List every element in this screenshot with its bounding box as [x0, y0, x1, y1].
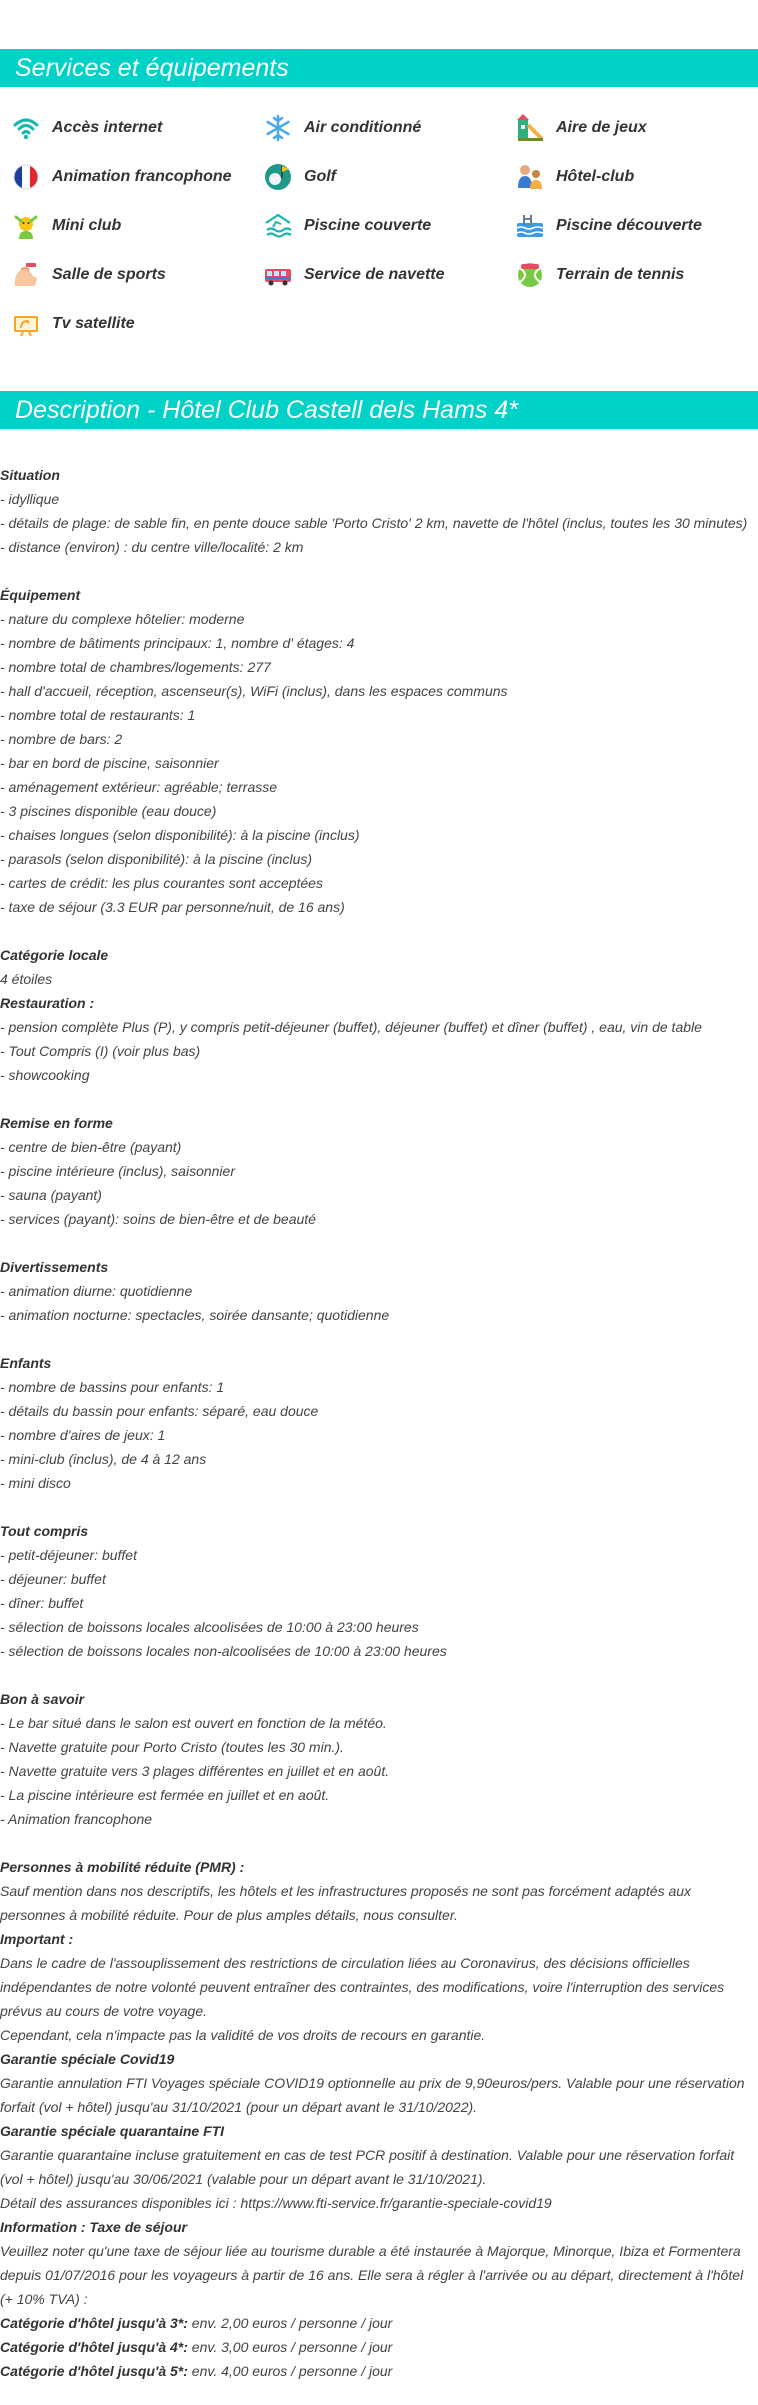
detail-line: - parasols (selon disponibilité): à la piscine (inclus): [0, 851, 313, 867]
detail-line: - mini disco: [0, 1475, 71, 1491]
detail-line: - petit-déjeuner: buffet: [0, 1547, 137, 1563]
amenity-label: Mini club: [52, 216, 122, 234]
amenity-item: [10, 103, 262, 152]
amenity-item: [514, 152, 750, 201]
tax-category-4: [0, 2335, 758, 2359]
amenity-label: Animation francophone: [52, 167, 232, 185]
tax-category-value: env. 4,00 euros / personne / jour: [187, 2363, 393, 2379]
group-title: Bon à savoir: [0, 1691, 85, 1707]
detail-line: - hall d'accueil, réception, ascenseur(s), WiFi (inclus), dans les espaces communs: [0, 683, 508, 699]
tax-category-label: Catégorie d'hôtel jusqu'à 4*:: [0, 2339, 188, 2355]
covered-pool-icon: [262, 210, 294, 242]
important-text: Dans le cadre de l'assouplissement des restrictions de circulation liées au Coronavirus, des décisions officielles indépendantes de notre volonté peuvent entraîner des contraintes, des modifications, voire l'interruption des services prévus au cours de votre voyage.: [0, 1955, 725, 2019]
detail-line: - animation nocturne: spectacles, soirée dansante; quotidienne: [0, 1307, 390, 1323]
tax-category-label: Catégorie d'hôtel jusqu'à 5*:: [0, 2363, 188, 2379]
quarantine-guarantee-text: Garantie quarantaine incluse gratuitement en cas de test PCR positif à destination. Valable pour une réservation forfait (vol + hôtel) jusqu'au 30/06/2021 (valable pour un départ avant le 31/10/2021).: [0, 2147, 735, 2187]
detail-line: 4 étoiles: [0, 971, 53, 987]
detail-line: - services (payant): soins de bien-être et de beauté: [0, 1211, 316, 1227]
amenities-grid: [10, 103, 750, 348]
amenity-label: Accès internet: [52, 118, 163, 136]
amenity-label: Terrain de tennis: [556, 265, 685, 283]
amenity-label: Air conditionné: [304, 118, 422, 136]
detail-line: - La piscine intérieure est fermée en juillet et en août.: [0, 1787, 330, 1803]
amenity-item: [262, 152, 514, 201]
tax-category-5: [0, 2359, 758, 2383]
detail-line: - sélection de boissons locales non-alcoolisées de 10:00 à 23:00 heures: [0, 1643, 447, 1659]
fitness-icon: [10, 259, 42, 291]
notes-block: [0, 1855, 758, 2383]
detail-line: - idyllique: [0, 491, 60, 507]
pmr-text: Sauf mention dans nos descriptifs, les hôtels et les infrastructures proposés ne sont pas forcément adaptés aux personnes à mobilité réduite. Pour de plus amples détails, nous consulter.: [0, 1883, 692, 1923]
detail-line: - nombre d'aires de jeux: 1: [0, 1427, 166, 1443]
amenity-label: Piscine couverte: [304, 216, 432, 234]
detail-line: - déjeuner: buffet: [0, 1571, 106, 1587]
quarantine-guarantee-title: Garantie spéciale quarantaine FTI: [0, 2123, 225, 2139]
detail-line: - distance (environ) : du centre ville/localité: 2 km: [0, 539, 304, 555]
amenity-item: [262, 250, 514, 299]
tourist-tax-title: Information : Taxe de séjour: [0, 2219, 187, 2235]
detail-line: - sauna (payant): [0, 1187, 102, 1203]
outdoor-pool-icon: [514, 210, 546, 242]
detail-line: - animation diurne: quotidienne: [0, 1283, 193, 1299]
detail-line: - nombre total de restaurants: 1: [0, 707, 196, 723]
group-title: Remise en forme: [0, 1115, 113, 1131]
group-situation: [0, 463, 758, 559]
description-section-title: Description - Hôtel Club Castell dels Hams 4*: [0, 391, 758, 429]
detail-line: - aménagement extérieur: agréable; terrasse: [0, 779, 278, 795]
amenity-item: [514, 201, 750, 250]
detail-line: - bar en bord de piscine, saisonnier: [0, 755, 219, 771]
covid-guarantee-title: Garantie spéciale Covid19: [0, 2051, 175, 2067]
amenity-item: [10, 250, 262, 299]
detail-line: - nombre de bassins pour enfants: 1: [0, 1379, 225, 1395]
detail-line: - Navette gratuite vers 3 plages différentes en juillet et en août.: [0, 1763, 390, 1779]
group-title: Tout compris: [0, 1523, 89, 1539]
tax-category-value: env. 2,00 euros / personne / jour: [187, 2315, 393, 2331]
detail-line: - Le bar situé dans le salon est ouvert en fonction de la météo.: [0, 1715, 387, 1731]
group-categorie-restauration: [0, 943, 758, 1087]
amenity-label: Aire de jeux: [556, 118, 647, 136]
tax-category-label: Catégorie d'hôtel jusqu'à 3*:: [0, 2315, 188, 2331]
important-title: Important :: [0, 1931, 74, 1947]
tax-category-3: [0, 2311, 758, 2335]
amenity-label: Piscine découverte: [556, 216, 702, 234]
detail-line: - Tout Compris (I) (voir plus bas): [0, 1043, 201, 1059]
services-section-title: Services et équipements: [0, 49, 758, 87]
group-title: Divertissements: [0, 1259, 109, 1275]
detail-line: - détails de plage: de sable fin, en pente douce sable 'Porto Cristo' 2 km, navette de l'hôtel (inclus, toutes les 30 minutes): [0, 515, 748, 531]
tourist-tax-text: Veuillez noter qu'une taxe de séjour liée au tourisme durable a été instaurée à Majorque, Minorque, Ibiza et Formentera depuis 01/07/2016 pour les voyageurs à partir de 16 ans. Elle sera à régler à l'arrivée ou au départ, directement à l'hôtel (+ 10% TVA) :: [0, 2243, 744, 2307]
tennis-icon: [514, 259, 546, 291]
golf-icon: [262, 161, 294, 193]
detail-line: - nature du complexe hôtelier: moderne: [0, 611, 245, 627]
amenity-item: [262, 201, 514, 250]
amenity-label: Hôtel-club: [556, 167, 635, 185]
amenity-item: [514, 250, 750, 299]
satellite-tv-icon: [10, 308, 42, 340]
amenity-label: Service de navette: [304, 265, 445, 283]
group-bon-a-savoir: [0, 1687, 758, 1831]
group-remise-en-forme: [0, 1111, 758, 1231]
detail-line: - nombre de bars: 2: [0, 731, 123, 747]
group-equipement: [0, 583, 758, 919]
description-body: [0, 463, 758, 2383]
detail-line: - cartes de crédit: les plus courantes sont acceptées: [0, 875, 323, 891]
detail-line: - nombre de bâtiments principaux: 1, nombre d' étages: 4: [0, 635, 355, 651]
detail-line: - piscine intérieure (inclus), saisonnier: [0, 1163, 235, 1179]
detail-line: - pension complète Plus (P), y compris petit-déjeuner (buffet), déjeuner (buffet) et dîner (buffet) , eau, vin de table: [0, 1019, 702, 1035]
amenity-label: Tv satellite: [52, 314, 135, 332]
detail-line: - taxe de séjour (3.3 EUR par personne/nuit, de 16 ans): [0, 899, 345, 915]
shuttle-bus-icon: [262, 259, 294, 291]
detail-line: - showcooking: [0, 1067, 90, 1083]
playground-icon: [514, 112, 546, 144]
detail-line: - 3 piscines disponible (eau douce): [0, 803, 217, 819]
french-flag-icon: [10, 161, 42, 193]
tax-category-value: env. 3,00 euros / personne / jour: [187, 2339, 393, 2355]
group-tout-compris: [0, 1519, 758, 1663]
amenity-item: [514, 103, 750, 152]
detail-line: - chaises longues (selon disponibilité): à la piscine (inclus): [0, 827, 360, 843]
group-title: Situation: [0, 467, 60, 483]
group-title: Enfants: [0, 1355, 52, 1371]
detail-line: - centre de bien-être (payant): [0, 1139, 182, 1155]
detail-line: - détails du bassin pour enfants: séparé, eau douce: [0, 1403, 319, 1419]
detail-line: - dîner: buffet: [0, 1595, 84, 1611]
group-title: Équipement: [0, 587, 81, 603]
amenity-label: Salle de sports: [52, 265, 166, 283]
snowflake-icon: [262, 112, 294, 144]
group-title: Catégorie locale: [0, 947, 109, 963]
amenity-item: [10, 152, 262, 201]
detail-line: - sélection de boissons locales alcoolisées de 10:00 à 23:00 heures: [0, 1619, 419, 1635]
detail-line: - nombre total de chambres/logements: 277: [0, 659, 271, 675]
wifi-icon: [10, 112, 42, 144]
covid-guarantee-text: Garantie annulation FTI Voyages spéciale COVID19 optionnelle au prix de 9,90euros/pers. Valable pour une réservation forfait (vol + hôtel) jusqu'au 31/10/2021 (pour un départ avant le 31/10/2022).: [0, 2075, 745, 2115]
family-icon: [514, 161, 546, 193]
group-title: Restauration :: [0, 995, 95, 1011]
amenity-label: Golf: [304, 167, 336, 185]
detail-line: - mini-club (inclus), de 4 à 12 ans: [0, 1451, 207, 1467]
group-divertissements: [0, 1255, 758, 1327]
detail-line: - Navette gratuite pour Porto Cristo (toutes les 30 min.).: [0, 1739, 344, 1755]
important-text-2: Cependant, cela n'impacte pas la validité de vos droits de recours en garantie.: [0, 2027, 486, 2043]
amenity-item: [10, 201, 262, 250]
group-enfants: [0, 1351, 758, 1495]
amenity-item: [10, 299, 262, 348]
pmr-title: Personnes à mobilité réduite (PMR) :: [0, 1859, 245, 1875]
kids-icon: [10, 210, 42, 242]
amenity-item: [262, 103, 514, 152]
insurance-link-text: Détail des assurances disponibles ici : https://www.fti-service.fr/garantie-speciale-covid19: [0, 2195, 552, 2211]
detail-line: - Animation francophone: [0, 1811, 153, 1827]
